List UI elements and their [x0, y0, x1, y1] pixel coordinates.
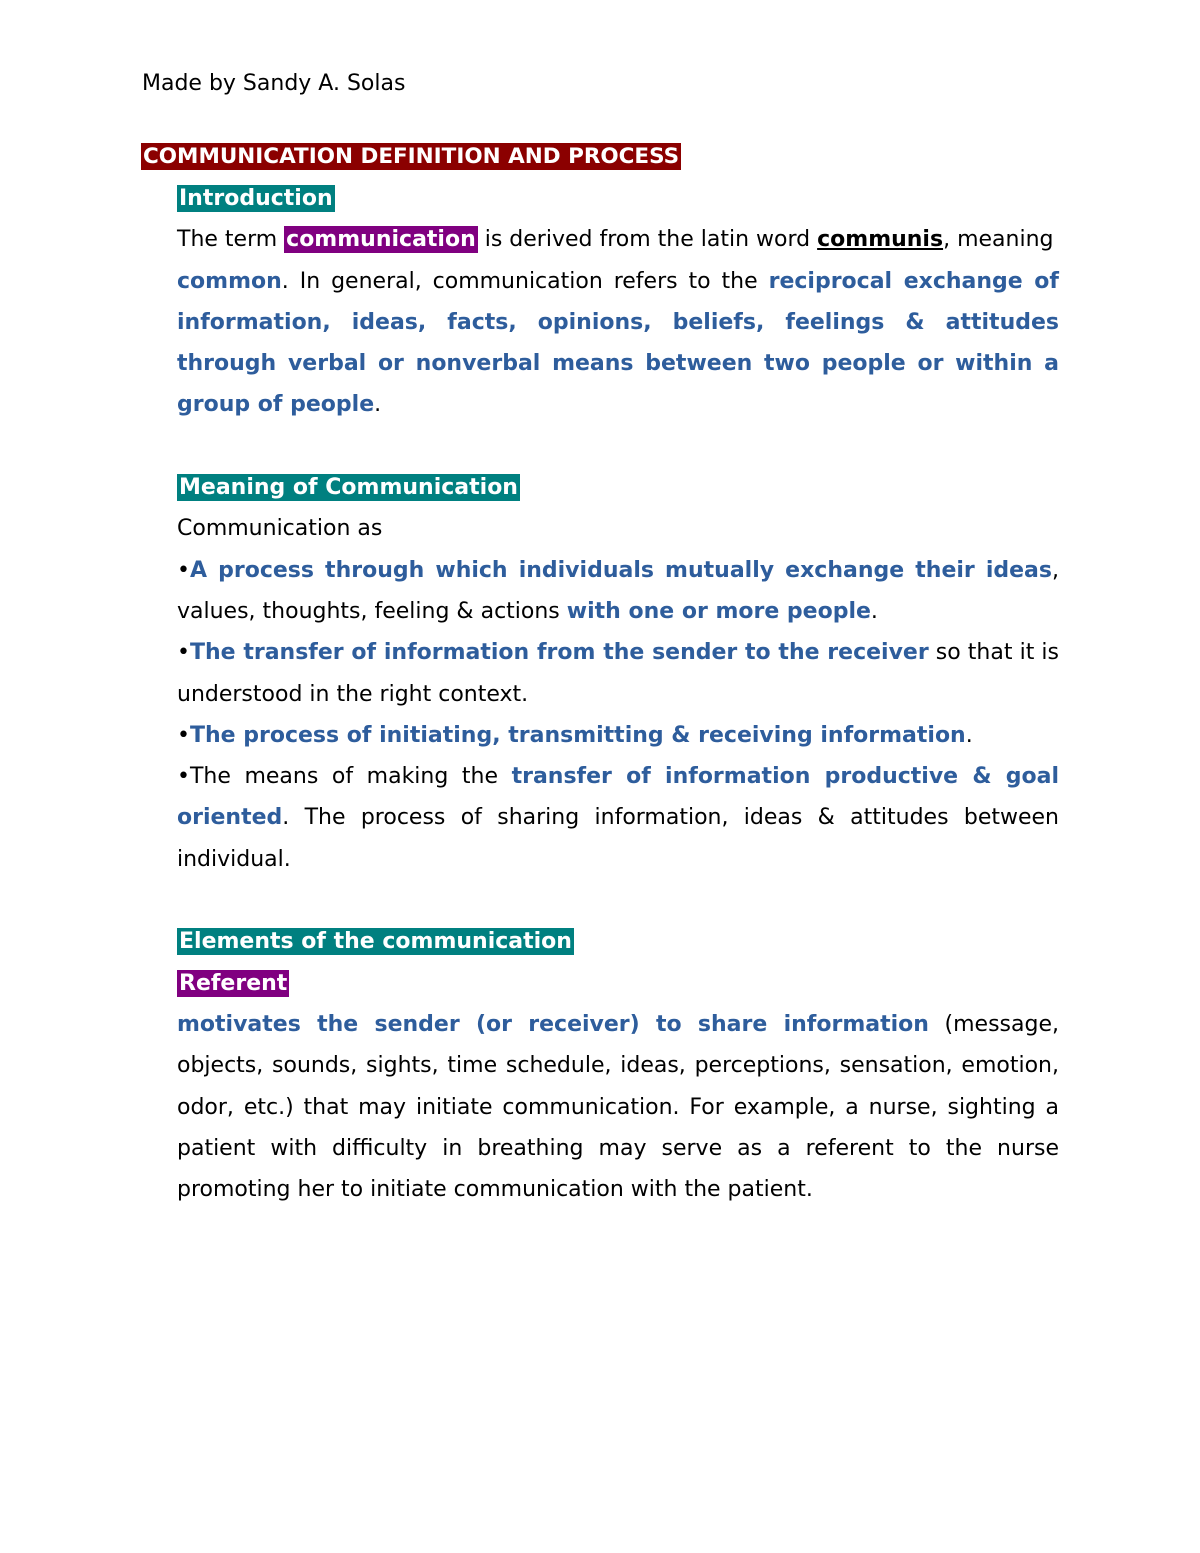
communication-definition: reciprocal exchange of information, ideas, facts, opinions, beliefs, feelings & attitudes through verbal or nonverbal means between two people or within a group of people — [177, 268, 1059, 418]
elements-heading-line — [177, 921, 1059, 962]
referent-heading: Referent — [179, 970, 288, 996]
intro-text-2: is derived from the latin word — [477, 227, 818, 253]
latin-word: communis — [817, 227, 944, 253]
bullet-glyph: • — [177, 722, 190, 748]
bullet-4-emphasis: transfer of information productive & goal oriented — [177, 764, 1059, 831]
author-line: Made by Sandy A. Solas — [142, 71, 406, 96]
intro-text-1: The term — [177, 227, 285, 253]
term-communication: communication — [286, 227, 476, 253]
intro-paragraph-1 — [177, 219, 1059, 260]
meaning-heading: Meaning of Communication — [179, 475, 518, 501]
bullet-item-3 — [177, 715, 1059, 756]
document-title: COMMUNICATION DEFINITION AND PROCESS — [143, 144, 680, 169]
referent-emphasis: motivates the sender (or receiver) to share information — [177, 1011, 929, 1037]
meaning-heading-line — [177, 467, 1059, 508]
bullet-glyph: • — [177, 557, 190, 583]
referent-text: (message, objects, sounds, sights, time schedule, ideas, perceptions, sensation, emotion, odor, etc.) that may initiate communication. For example, a nurse, sighting a patient with difficulty in breathing may serve as a referent to the nurse promoting her to initiate communication with the patient. — [177, 1011, 1059, 1203]
bullet-4-end: . The process of sharing information, ideas & attitudes between individual. — [177, 805, 1059, 872]
word-common: common — [177, 268, 282, 294]
bullet-4-text: The means of making the — [189, 764, 512, 790]
bullet-item-1 — [177, 550, 1059, 633]
spacer — [177, 880, 1059, 921]
intro-text-5: . — [374, 392, 382, 418]
intro-text-3: , meaning — [943, 227, 1054, 253]
bullet-glyph: • — [177, 764, 190, 790]
intro-heading: Introduction — [179, 186, 333, 211]
bullet-1-text: , values, thoughts, feeling & actions — [177, 557, 1059, 624]
bullet-glyph: • — [177, 640, 190, 666]
bullet-3-emphasis: The process of initiating, transmitting & receiving information — [189, 722, 966, 748]
spacer — [177, 426, 1059, 467]
intro-heading-line — [177, 178, 1059, 219]
meaning-lead: Communication as — [177, 516, 383, 542]
intro-paragraph-2 — [177, 261, 1059, 426]
referent-paragraph — [177, 1004, 1059, 1210]
bullet-1-emphasis-2: with one or more people — [566, 598, 871, 624]
bullet-3-end: . — [965, 722, 973, 748]
bullet-2-text: so that it is understood in the right context. — [177, 640, 1059, 707]
referent-heading-line — [177, 963, 1059, 1004]
bullet-1-emphasis: A process through which individuals mutually exchange their ideas — [189, 557, 1052, 583]
document-body — [177, 178, 1059, 1210]
bullet-item-2 — [177, 632, 1059, 715]
bullet-1-end: . — [870, 598, 878, 624]
bullet-2-emphasis: The transfer of information from the sender to the receiver — [189, 640, 929, 666]
elements-heading: Elements of the communication — [179, 929, 572, 955]
bullet-item-4 — [177, 756, 1059, 880]
intro-text-4: . In general, communication refers to the — [281, 268, 769, 294]
